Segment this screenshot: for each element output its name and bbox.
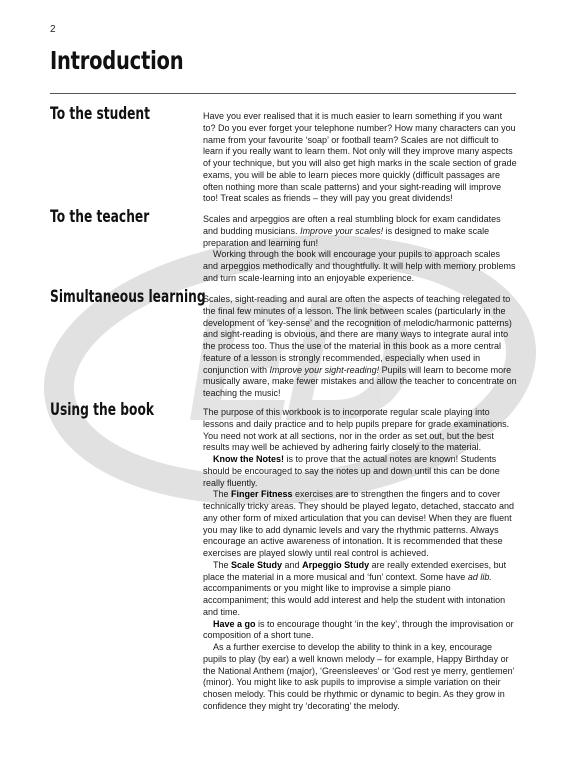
section-body-to-the-teacher [203,214,517,285]
text-run: The [213,559,232,570]
bold-text: Have a go [213,618,256,629]
text-run: exercises are to strengthen the fingers and to cover technically tricky areas. They should be played legato, detached, staccato and any other form of mixed articulation that you can devise! When they are fluent you may like to add dynamic levels and vary the rhythmic patterns. Always encourage an active awareness of intonation. It is recommended that these exercises are played slowly until real control is achieved. [203,489,515,558]
page-title: Introduction [50,46,184,75]
section-body-using-the-book [203,407,517,713]
bold-text: Scale Study [231,559,283,570]
paragraph [203,642,517,713]
section-heading-to-the-student: To the student [50,104,151,124]
section-heading-using-the-book: Using the book [50,400,155,420]
text-run: Have you ever realised that it is much easier to learn something if you want to? Do you ever forget your telephone number? How many characters can you name from your favourite ‘soap’ or football team? Scales are not difficult to learn if you really want to learn them. Not only will they improve many aspects of your technique, but you will also get high marks in the scale section of grade exams, you will be able to learn pieces more quickly (difficult passages are often nothing more than scale patterns) and your sight-reading will improve too! Treat scales as friends – they will pay you great dividends! [203,111,517,204]
text-run: is designed to make scale preparation and learning fun! [203,225,490,248]
text-run: The [213,489,232,500]
paragraph [203,111,517,205]
text-run: is to prove that the actual notes are known! Students should be encouraged to say the notes up and down until this can be done really fluently. [203,454,500,488]
text-run: is to encourage thought ‘in the key’, through the improvisation or composition of a short tune. [203,618,514,641]
paragraph [203,454,517,489]
italic-text: Improve your scales! [300,225,384,236]
paragraph [203,489,517,560]
title-divider [50,93,516,94]
section-heading-to-the-teacher: To the teacher [50,207,150,227]
italic-text: ad lib. [467,571,492,582]
paragraph [203,294,517,400]
text-run: and [282,559,303,570]
bold-text: Know the Notes! [213,454,284,464]
section-heading-simultaneous-learning: Simultaneous learning [50,287,206,307]
section-body-to-the-student [203,111,517,205]
text-run: Pupils will learn to become more musically aware, make fewer mistakes and allow the teacher to concentrate on teaching the music! [203,364,517,398]
bold-text: Arpeggio Study [302,559,370,570]
paragraph [203,407,517,454]
text-run: Scales, sight-reading and aural are often the aspects of teaching relegated to the final few minutes of a lesson. The link between scales (particularly in the development of ‘key-sense’ and the recognition of melodic/harmonic patterns) and sight-reading is obvious, and there are many ways to integrate aural into the process too. Thus the use of the material in this book as a more central feature of a lesson is strongly recommended, especially when used in conjunction with [203,294,512,375]
text-run: Working through the book will encourage your pupils to approach scales and arpeggios methodically and thoughtfully. It will help with memory problems and turn scale-learning into an enjoyable experience. [203,249,516,283]
page-number: 2 [50,24,56,35]
paragraph [203,249,517,284]
paragraph [203,619,517,643]
text-run: Scales and arpeggios are often a real stumbling block for exam candidates and budding musicians. [203,214,501,236]
text-run: The purpose of this workbook is to incorporate regular scale playing into lessons and daily practice and to help pupils prepare for grade examinations. You need not work at all sections, nor in the order as set out, but the best results may well be achieved by adhering fairly closely to the material. [203,407,510,453]
section-body-simultaneous-learning [203,294,517,400]
paragraph [203,214,517,249]
paragraph [203,560,517,619]
text-run: accompaniments or you might like to improvise a simple piano accompaniment; this would add interest and help the student with intonation and time. [203,583,506,617]
text-run: are really extended exercises, but place the material in a more musical and ‘fun’ context. Some have [203,559,507,582]
italic-text: Improve your sight-reading! [269,364,380,375]
bold-text: Finger Fitness [231,489,293,500]
text-run: As a further exercise to develop the ability to think in a key, encourage pupils to play (by ear) a well known melody – for example, Happy Birthday or the National Anthem (major), ‘Greensleeves’ or ‘God rest ye merry, gentlemen’ (minor). You might like to ask pupils to improvise a simple variation on their chosen melody. This could be rhythmic or dynamic to begin. As they grow in confidence they might try ‘decorating’ the melody. [203,642,515,711]
